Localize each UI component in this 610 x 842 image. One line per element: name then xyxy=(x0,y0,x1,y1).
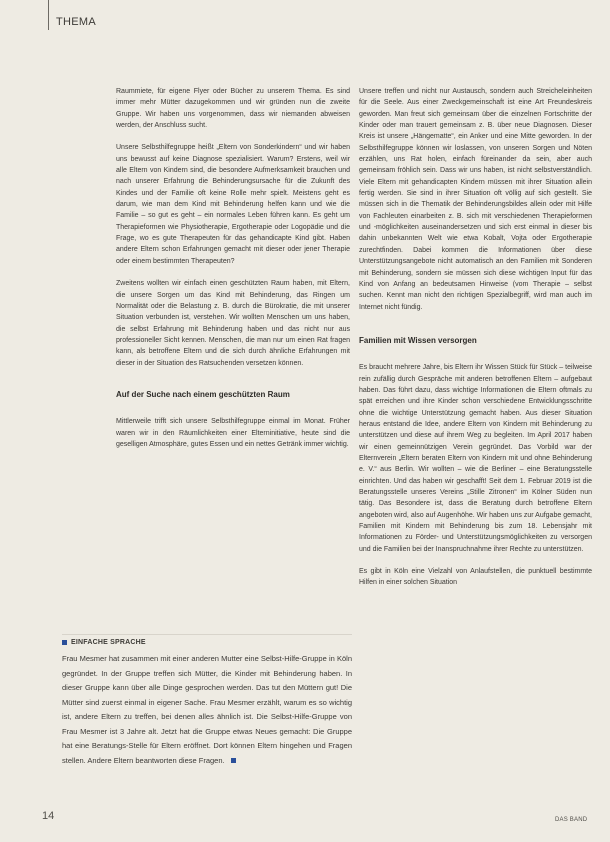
left-column xyxy=(116,86,350,461)
right-column xyxy=(359,86,592,600)
easy-language-box xyxy=(62,634,352,768)
section-label: THEMA xyxy=(56,16,96,28)
footer-brand: DAS BAND xyxy=(555,817,588,823)
right-paragraph-1: Unsere treffen und nicht nur Austausch, sondern auch Streicheleinheiten für die Seele. Aus einer Zweckgemeinschaft ist eine Art Freundeskreis geworden. Man freut sich gemeinsam über die einzelnen Fortschritte der Kinder oder man trauert gemeinsam z. B. über neue Diagnosen. Dieser Kreis ist unsere „Hängematte“, ein Anker und eine Mitte geworden. In der Selbsthilfegruppe können wir loslassen, von unseren Sorgen und Nöten erzählen, uns Rat holen, einfach füreinander da sein, aber auch gemeinsam fröhlich sein. Dass wir uns haben, ist nicht selbstverständlich. Viele Eltern mit gehandicapten Kindern müssen mit ihrer Situation allein fertig werden. Sie sind in ihrer Situation oft völlig auf sich gestellt. Sie müssen sich in die Thematik der Behinderungsbildes allein oder mit Hilfe von Fachleuten einarbeiten z. B. sich mit verschiedenen Therapieformen und -möglichkeiten auseinandersetzen und sich erst einmal in dieser bis dahin unbekannten Welt wie etwa Kobalt, Vojta oder Ergotherapie zurechtfinden. Dabei kommen die Informationen über diese Unterstützungsangebote nicht automatisch an den Familien mit Sonderen mit Behinderung, sondern sie müssen sich diese wichtigen Input für das Kind von Anfang an bedeutsamen Hinweise (vom Therapie – selbst suchen. Kennt man nicht den richtigen Spezialbegriff, wird man auch im Internet nicht fündig. xyxy=(359,88,592,311)
easy-language-text xyxy=(62,652,352,768)
left-paragraph-2: Unsere Selbsthilfegruppe heißt „Eltern von Sonderkindern“ und wir haben uns bewusst auf keine Diagnose spezialisiert. Warum? Erstens, weil wir alle Eltern von Kindern sind, die besondere Aufmerksamkeit brauchen und nach unserer Erfahrung die Behinderungsursache für die Zukunft des Kindes und der Familie oft keine Rolle mehr spielt. Meistens geht es darum, wie man dem Kind mit Behinderung helfen kann und wie die Familie – so gut es geht – ein normales Leben führen kann. Es geht um Therapieformen wie Physiotherapie, Ergotherapie oder Logopädie und die Frage, wo es gute Therapeuten für das gehandicapte Kind gibt. Haben andere Eltern schon Erfahrungen gemacht mit dieser oder jener Therapie oder einem bestimmten Therapeuten? xyxy=(116,144,350,265)
page-number: 14 xyxy=(42,810,55,822)
easy-language-header xyxy=(62,639,352,646)
easy-language-body: Frau Mesmer hat zusammen mit einer anderen Mutter eine Selbst-Hilfe-Gruppe in Köln gegründet. In der Gruppe treffen sich Mütter, die Kinder mit Behinderung haben. In dieser Gruppe kann über alle Dinge gesprochen werden. Das tut den Müttern gut! Die Mütter sind zuerst einmal in eigener Sache. Frau Mesmer erzählt, warum es so wichtig ist, andere Eltern zu treffen, bei denen alles ähnlich ist. Die Selbst-Hilfe-Gruppe von Frau Mesmer ist 3 Jahre alt. Jetzt hat die Gruppe etwas Neues gemacht: Die Gruppe hat eine Beratungs-Stelle für Eltern eröffnet. Dort können Eltern hingehen und Fragen stellen. Andere Eltern beantworten diese Fragen. xyxy=(62,654,352,765)
right-paragraph-2: Es braucht mehrere Jahre, bis Eltern ihr Wissen Stück für Stück – teilweise rein zufällig durch Gespräche mit anderen betroffenen Eltern – aufgebaut haben. Das führt dazu, dass wichtige Informationen die Eltern oftmals zu spät erreichen und ihre Kinder schon verschiedene Entwicklungsschritte ohne die wichtige Unterstützung gemacht haben. Aus dieser Situation heraus entstand die Idee, andere Eltern von Kindern mit Behinderung zu unterstützen und diese auf ihrem Weg zu begleiten. Im April 2017 haben wir einen gemeinnützigen Verein gegründet. Das Vorbild war der Elternverein „Eltern beraten Eltern von Kindern mit und ohne Behinderung e. V.“ aus Berlin. Wir wollten – wie die Berliner – eine Beratungsstelle einrichten. Und das haben wir geschafft! Seit dem 1. Februar 2019 ist die Beratungsstelle unseres Vereins „Stille Zitronen“ im Kölner Süden nun tätig. Das Besondere ist, dass die Beratung durch betroffene Eltern angeboten wird, also auf Augenhöhe. Wir haben uns zur Aufgabe gemacht, Familien mit Kindern mit Behinderung bis zum 18. Lebensjahr mit Informationen zu Förder- und Unterstützungsmöglichkeiten zu versorgen und die Familien bei der Inanspruchnahme ihrer Rechte zu unterstützen. xyxy=(359,364,592,553)
left-paragraph-3: Zweitens wollten wir einfach einen geschützten Raum haben, mit Eltern, die unsere Sorgen um das Kind mit Behinderung, das Ringen um Normalität oder die Belastung z. B. durch die Bürokratie, die mit unserer Situation verbunden ist, verstehen. Wir wollten Menschen um uns haben, die selbst Erfahrung mit Behinderung haben und das nicht nur aus professioneller Sicht kennen. Menschen, die man nur um einen Rat fragen kann, als betroffene Eltern und die sich durch ähnliche Erfahrungen mit dieser in der Situation des Ratsuchenden versetzen können. xyxy=(116,280,350,367)
square-bullet-icon xyxy=(62,640,67,645)
right-subheading: Familien mit Wissen versorgen xyxy=(359,335,477,345)
easy-language-label: EINFACHE SPRACHE xyxy=(71,639,146,646)
header-divider xyxy=(48,0,49,30)
left-paragraph-1: Raummiete, für eigene Flyer oder Bücher zu unserem Thema. Es sind immer mehr Mütter dazugekommen und wir gründen nun die zweite Gruppe. Wir haben uns vorgenommen, dass wir niemanden abweisen werden, der Anschluss sucht. xyxy=(116,88,350,130)
end-square-icon xyxy=(231,758,236,763)
left-paragraph-4: Mittlerweile trifft sich unsere Selbsthilfegruppe einmal im Monat. Früher waren wir in den Räumlichkeiten einer Elterninitiative, heute sind die geselligen Atmosphäre, gutes Essen und ein nettes Getränk immer wichtig. xyxy=(116,418,350,448)
left-subheading: Auf der Suche nach einem geschützten Raum xyxy=(116,389,290,399)
right-paragraph-3: Es gibt in Köln eine Vielzahl von Anlaufstellen, die punktuell bestimmte Hilfen in einer solchen Situation xyxy=(359,568,592,587)
